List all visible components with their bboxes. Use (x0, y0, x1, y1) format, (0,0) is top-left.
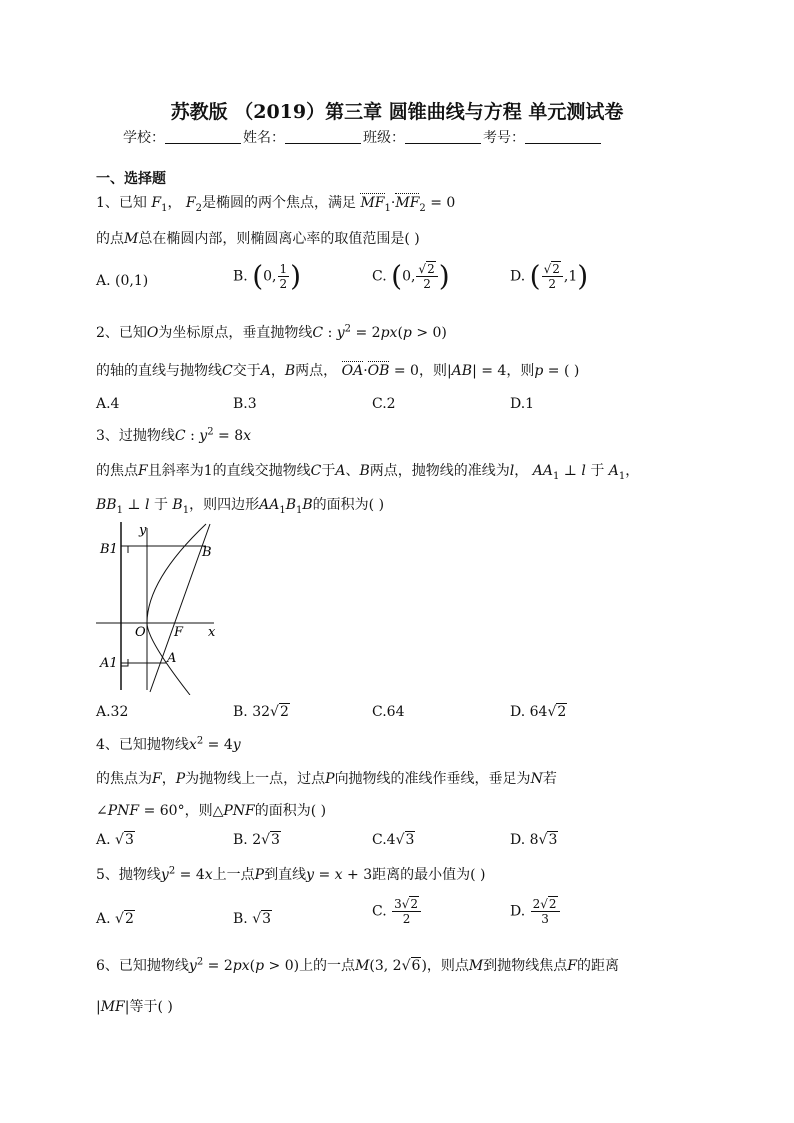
q6-line1: 6、已知抛物线$y^2 = 2px(p > 0)$上的一点M(3, 2√6)，则点M到抛物线焦点F的距离 (96, 956, 619, 974)
q2-text-d: 交于 (232, 363, 261, 379)
q3-text-b: 的焦点 (96, 463, 138, 479)
q4-text-b: 的焦点为 (96, 771, 152, 787)
q2-line2: 的轴的直线与抛物线C交于A，B两点， OA·OB = 0，则|AB| = 4，则p = ( ) (96, 363, 580, 379)
q4-line3: ∠PNF = 60°，则△PNF的面积为( ) (96, 803, 327, 819)
q1-line1: 1、已知 $F_1$， $F_2$是椭圆的两个焦点，满足 $MF_1\cdot MF_2 = 0$ (96, 195, 456, 214)
q4-option-c[interactable]: C.4√3 (372, 832, 415, 848)
school-label: 学校： (123, 130, 165, 146)
q2-number: 2、 (96, 325, 119, 341)
q4-text-d: 向抛物线的准线作垂线，垂足为 (334, 771, 531, 787)
q1-option-c-label: C. (372, 268, 387, 285)
q4-option-d[interactable]: D. 8√3 (510, 832, 558, 848)
q1-number: 1、 (96, 195, 119, 211)
q5-line1: 5、抛物线$y^2 = 4x$上一点P到直线y = x + 3距离的最小值为( ) (96, 865, 486, 883)
q5-option-b-label: B. (233, 911, 248, 927)
q6-text: 已知抛物线 (118, 958, 189, 974)
q2-option-c[interactable]: C.2 (372, 396, 396, 412)
page-title: 苏教版 （2019）第三章 圆锥曲线与方程 单元测试卷 (170, 101, 624, 123)
q2-text-e: 两点， (295, 363, 338, 379)
q2-text-c: 的轴的直线与抛物线 (96, 363, 222, 379)
q6-line2: |MF|等于( ) (96, 999, 173, 1015)
q1-text-b: 是椭圆的两个焦点，满足 (202, 195, 357, 211)
q4-option-b-label: B. 2 (233, 832, 262, 848)
q6-text-c: ，则点 (426, 958, 469, 974)
q3-text-g: ，则四边形 (189, 497, 260, 513)
class-blank (405, 129, 481, 144)
q1-option-c[interactable]: C. (0, $\frac{√2}{2}$ ) (372, 259, 450, 293)
o-label: O (135, 625, 146, 640)
q5-option-d[interactable]: D. $\frac{2√2}{3}$ (510, 897, 561, 926)
q3-text-d: 于 (321, 463, 336, 479)
q1-text-d: 总在椭圆内部，则椭圆离心率的取值范围是( ) (138, 231, 420, 247)
q2-text-b: 为坐标原点，垂直抛物线 (158, 325, 313, 341)
exam-no-label: 考号： (483, 130, 525, 146)
q1-option-b[interactable]: B. (0, $\frac{1}{2}$ ) (233, 259, 302, 293)
q6-text-e: 的距离 (576, 958, 619, 974)
q3-text-f: 于 (153, 497, 168, 513)
q4-option-c-label: C.4 (372, 832, 396, 848)
q1-option-b-label: B. (233, 268, 248, 285)
q3-text-c: 且斜率为1的直线交抛物线 (147, 463, 311, 479)
q4-line1: 4、已知抛物线$x^2 = 4y$ (96, 735, 241, 753)
b1-label: B1 (100, 542, 118, 557)
b1-right-angle (121, 546, 128, 553)
q3-line1: 3、过抛物线C : $y^2 = 8x$ (96, 426, 252, 444)
q3-option-d-label: D. 64 (510, 704, 548, 720)
student-info (123, 127, 603, 147)
exam-no-blank (525, 129, 601, 144)
b-label: B (202, 545, 212, 560)
q3-option-b[interactable]: B. 32√2 (233, 704, 289, 720)
q4-option-a[interactable]: A. √3 (96, 832, 134, 848)
q4-number: 4、 (96, 737, 119, 753)
q3-line3: $BB_1$ ⊥ l 于 $B_1$，则四边形$AA_1B_1B$的面积为( ) (96, 497, 385, 516)
section-heading: 一、选择题 (96, 171, 166, 187)
y-label: y (139, 523, 147, 538)
x-label: x (208, 625, 216, 640)
q1-line2: 的点M总在椭圆内部，则椭圆离心率的取值范围是( ) (96, 231, 420, 247)
q5-text-b: 上一点 (212, 867, 255, 883)
parabola-curve (147, 524, 206, 695)
q2-option-d[interactable]: D.1 (510, 396, 535, 412)
q3-option-c[interactable]: C.64 (372, 704, 405, 720)
q5-text-d: 距离的最小值为( ) (372, 867, 486, 883)
q5-option-b[interactable]: B. √3 (233, 911, 272, 927)
q5-text-c: 到直线 (264, 867, 307, 883)
q2-text: 已知 (118, 325, 147, 341)
q3-number: 3、 (96, 428, 119, 444)
name-label: 姓名： (243, 130, 285, 146)
a-label: A (167, 651, 177, 666)
q5-text: 抛物线 (118, 867, 161, 883)
q4-text-c: 为抛物线上一点，过点 (185, 771, 326, 787)
q4-line2: 的焦点为F，P为抛物线上一点，过点P向抛物线的准线作垂线，垂足为N若 (96, 771, 557, 787)
q3-line2: 的焦点F且斜率为1的直线交抛物线C于A、B两点，抛物线的准线为l， $AA_1$ ⊥ l 于 $A_1$， (96, 463, 640, 482)
school-blank (165, 129, 241, 144)
q5-option-c-label: C. (372, 903, 387, 920)
q6-text-f: 等于( ) (129, 999, 173, 1015)
q4-option-b[interactable]: B. 2√3 (233, 832, 280, 848)
q2-text-g: ，则 (506, 363, 535, 379)
q3-option-a[interactable]: A.32 (96, 704, 129, 720)
q1-text: 已知 (118, 195, 147, 211)
q6-number: 6、 (96, 958, 119, 974)
q1-option-a[interactable]: A. (0,1) (96, 273, 149, 289)
q2-option-a[interactable]: A.4 (96, 396, 120, 412)
q6-text-b: 上的一点 (299, 958, 356, 974)
q5-option-a-label: A. (96, 911, 111, 927)
q2-text-f: ，则 (418, 363, 447, 379)
q1-option-d[interactable]: D. ( $\frac{√2}{2}$ ,1) (510, 259, 589, 293)
q1-text-c: 的点 (96, 231, 124, 247)
q3-text: 过抛物线 (118, 428, 175, 444)
q5-number: 5、 (96, 867, 119, 883)
q5-option-d-label: D. (510, 903, 526, 920)
f-label: F (174, 625, 184, 640)
q6-text-d: 到抛物线焦点 (483, 958, 568, 974)
class-label: 班级： (363, 130, 405, 146)
q2-line1: 2、已知O为坐标原点，垂直抛物线C : $y^2 = 2px(p > 0)$ (96, 323, 447, 341)
q3-figure (94, 520, 234, 695)
q4-option-d-label: D. 8 (510, 832, 539, 848)
focal-chord-line (150, 524, 210, 692)
a1-label: A1 (100, 656, 118, 671)
q4-text-g: 的面积为( ) (254, 803, 327, 819)
q3-text-e: 两点，抛物线的准线为 (369, 463, 510, 479)
q5-option-a[interactable]: A. √2 (96, 911, 134, 927)
q3-text-h: 的面积为( ) (312, 497, 385, 513)
q3-option-d[interactable]: D. 64√2 (510, 704, 567, 720)
q4-text-e: 若 (542, 771, 557, 787)
q4-text-f: ，则 (184, 803, 213, 819)
name-blank (285, 129, 361, 144)
q4-text: 已知抛物线 (118, 737, 189, 753)
q1-option-d-label: D. (510, 268, 526, 285)
q2-option-b[interactable]: B.3 (233, 396, 257, 412)
q4-option-a-label: A. (96, 832, 111, 848)
q3-option-b-label: B. 32 (233, 704, 271, 720)
q5-option-c[interactable]: C. $\frac{3√2}{2}$ (372, 897, 422, 926)
q2-text-h: ( ) (563, 363, 580, 379)
